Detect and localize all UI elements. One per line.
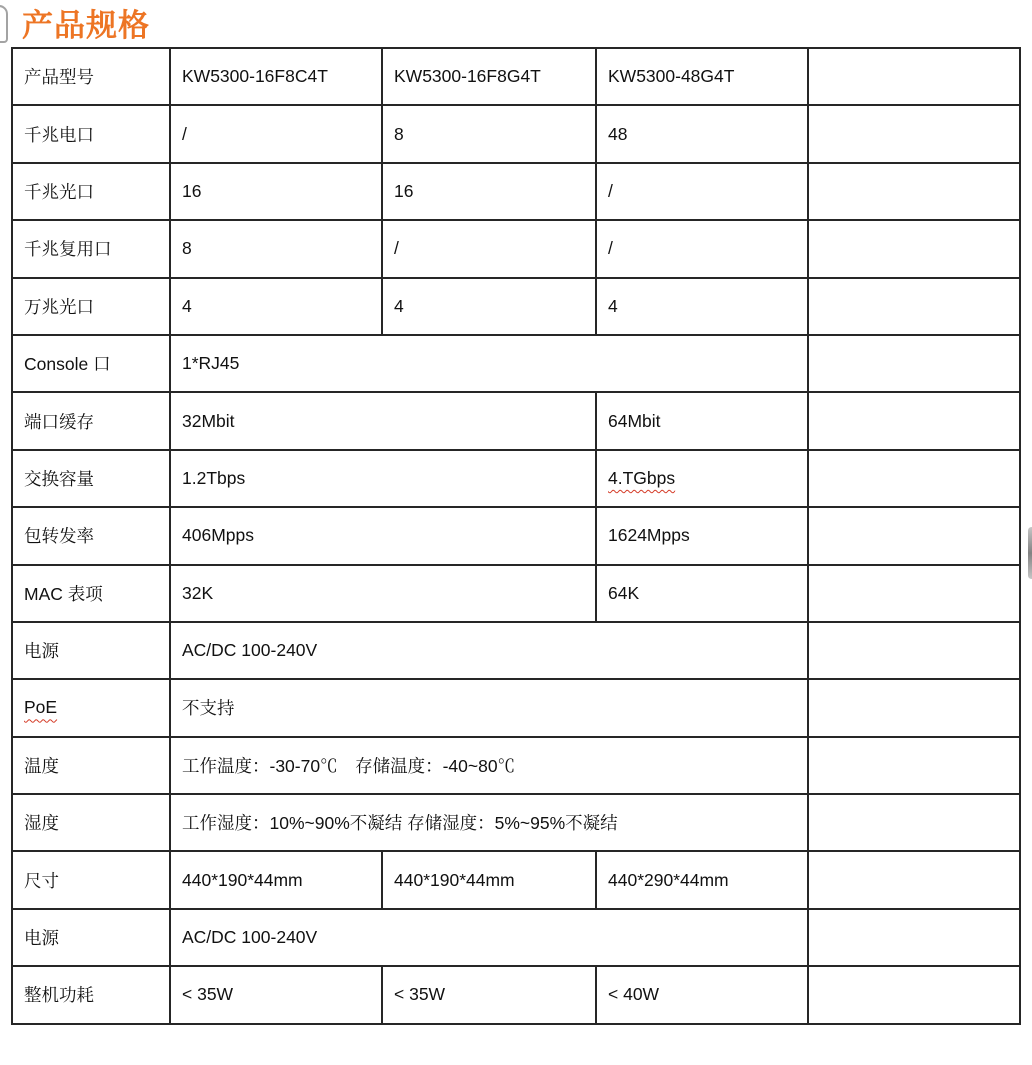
- spec-value-cell: [170, 392, 596, 449]
- cell-text: PoE: [24, 697, 58, 718]
- cell-text: 电源: [24, 928, 59, 949]
- cell-text: 包转发率: [24, 526, 94, 547]
- spec-value-cell: [170, 737, 808, 794]
- spec-value-cell: [596, 278, 808, 335]
- spec-table-body: [12, 48, 1020, 1024]
- cell-text: 交换容量: [24, 468, 94, 489]
- spec-value-cell: [170, 507, 596, 564]
- table-row: [12, 48, 1020, 105]
- cell-text: 440*290*44mm: [608, 869, 729, 890]
- empty-cell: [808, 220, 1020, 277]
- cell-text: Console 口: [24, 354, 111, 375]
- spec-value-cell: [596, 966, 808, 1023]
- spec-value-cell: [170, 220, 382, 277]
- empty-cell: [808, 794, 1020, 851]
- spec-value-cell: [170, 163, 382, 220]
- spec-value-cell: [170, 679, 808, 736]
- cell-text: 48: [608, 123, 628, 144]
- table-row: [12, 335, 1020, 392]
- spec-label-cell: [12, 565, 170, 622]
- empty-cell: [808, 909, 1020, 966]
- table-row: [12, 392, 1020, 449]
- spec-value-cell: [382, 278, 596, 335]
- spec-value-cell: [170, 278, 382, 335]
- spec-value-cell: [382, 105, 596, 162]
- spec-label-cell: [12, 737, 170, 794]
- table-row: [12, 163, 1020, 220]
- empty-cell: [808, 851, 1020, 908]
- empty-cell: [808, 679, 1020, 736]
- spec-value-cell: [382, 163, 596, 220]
- cell-text: 440*190*44mm: [394, 869, 515, 890]
- table-row: [12, 737, 1020, 794]
- spec-label-cell: [12, 966, 170, 1023]
- spec-value-cell: [596, 220, 808, 277]
- cell-text: 千兆光口: [24, 181, 94, 202]
- empty-cell: [808, 450, 1020, 507]
- spec-label-cell: [12, 278, 170, 335]
- spec-value-cell: [170, 622, 808, 679]
- table-row: [12, 966, 1020, 1023]
- spec-value-cell: [596, 105, 808, 162]
- spec-label-cell: [12, 335, 170, 392]
- spec-value-cell: [596, 507, 808, 564]
- cell-text: 湿度: [24, 813, 59, 834]
- cell-text: 温度: [24, 755, 59, 776]
- spec-value-cell: [596, 392, 808, 449]
- spec-label-cell: [12, 48, 170, 105]
- spec-value-cell: [382, 851, 596, 908]
- cell-text: 整机功耗: [24, 985, 94, 1006]
- table-row: [12, 507, 1020, 564]
- spec-label-cell: [12, 851, 170, 908]
- cell-text: 不支持: [182, 698, 235, 719]
- spec-value-cell: [596, 565, 808, 622]
- spec-label-cell: [12, 392, 170, 449]
- cell-text: 端口缓存: [24, 411, 94, 432]
- table-row: [12, 679, 1020, 736]
- empty-cell: [808, 565, 1020, 622]
- spec-value-cell: [382, 966, 596, 1023]
- spec-label-cell: [12, 794, 170, 851]
- cell-text: KW5300-16F8C4T: [182, 66, 328, 87]
- cell-text: < 35W: [182, 984, 234, 1005]
- cell-text: 千兆复用口: [24, 239, 112, 260]
- spec-value-cell: [382, 220, 596, 277]
- cell-text: 千兆电口: [24, 124, 94, 145]
- spec-label-cell: [12, 163, 170, 220]
- empty-cell: [808, 622, 1020, 679]
- spec-value-cell: [596, 450, 808, 507]
- cell-text: 尺寸: [24, 870, 59, 891]
- cell-text: KW5300-48G4T: [608, 66, 735, 87]
- spec-table: [11, 47, 1021, 1025]
- empty-cell: [808, 48, 1020, 105]
- cell-text: /: [608, 238, 613, 259]
- table-row: [12, 220, 1020, 277]
- empty-cell: [808, 278, 1020, 335]
- table-row: [12, 622, 1020, 679]
- table-row: [12, 278, 1020, 335]
- spec-value-cell: [382, 48, 596, 105]
- spec-label-cell: [12, 679, 170, 736]
- cell-text: < 40W: [608, 984, 660, 1005]
- cell-text: 4.TGbps: [608, 467, 676, 488]
- spec-value-cell: [596, 163, 808, 220]
- spec-value-cell: [170, 335, 808, 392]
- cell-text: MAC 表项: [24, 583, 103, 604]
- cell-text: 64Mbit: [608, 410, 661, 431]
- cell-text: 32Mbit: [182, 410, 235, 431]
- spec-label-cell: [12, 909, 170, 966]
- cell-text: 4: [394, 295, 404, 316]
- cell-text: /: [182, 123, 187, 144]
- table-row: [12, 909, 1020, 966]
- cell-text: 8: [182, 238, 192, 259]
- table-row: [12, 794, 1020, 851]
- cell-text: 406Mpps: [182, 525, 254, 546]
- cell-text: 工作湿度：10%~90%不凝结 存储湿度：5%~95%不凝结: [182, 813, 618, 834]
- table-row: [12, 565, 1020, 622]
- empty-cell: [808, 966, 1020, 1023]
- page-title: 产品规格: [22, 8, 150, 43]
- table-row: [12, 851, 1020, 908]
- spec-label-cell: [12, 105, 170, 162]
- spec-value-cell: [170, 450, 596, 507]
- cell-text: AC/DC 100-240V: [182, 640, 318, 661]
- cutoff-panel-corner: [0, 5, 8, 43]
- spec-label-cell: [12, 622, 170, 679]
- spec-value-cell: [596, 851, 808, 908]
- cell-text: 工作温度：-30-70℃ 存储温度：-40~80℃: [182, 755, 516, 776]
- table-row: [12, 450, 1020, 507]
- cell-text: 1.2Tbps: [182, 467, 246, 488]
- spec-value-cell: [596, 48, 808, 105]
- scrollbar-thumb[interactable]: [1028, 527, 1032, 579]
- spec-value-cell: [170, 851, 382, 908]
- cell-text: 产品型号: [24, 67, 94, 88]
- cell-text: 16: [182, 180, 202, 201]
- cell-text: 8: [394, 123, 404, 144]
- cell-text: 万兆光口: [24, 296, 94, 317]
- cell-text: 电源: [24, 641, 59, 662]
- spec-label-cell: [12, 507, 170, 564]
- cell-text: 4: [608, 295, 618, 316]
- table-row: [12, 105, 1020, 162]
- empty-cell: [808, 163, 1020, 220]
- spec-value-cell: [170, 105, 382, 162]
- cell-text: < 35W: [394, 984, 446, 1005]
- cell-text: 1624Mpps: [608, 525, 690, 546]
- spec-value-cell: [170, 48, 382, 105]
- empty-cell: [808, 335, 1020, 392]
- cell-text: AC/DC 100-240V: [182, 927, 318, 948]
- spec-value-cell: [170, 565, 596, 622]
- cell-text: 1*RJ45: [182, 353, 240, 374]
- spec-value-cell: [170, 909, 808, 966]
- empty-cell: [808, 392, 1020, 449]
- spec-value-cell: [170, 794, 808, 851]
- cell-text: 64K: [608, 582, 640, 603]
- spec-value-cell: [170, 966, 382, 1023]
- cell-text: 32K: [182, 582, 214, 603]
- spec-label-cell: [12, 450, 170, 507]
- cell-text: KW5300-16F8G4T: [394, 66, 541, 87]
- cell-text: 440*190*44mm: [182, 869, 303, 890]
- spec-label-cell: [12, 220, 170, 277]
- cell-text: /: [608, 180, 613, 201]
- cell-text: 4: [182, 295, 192, 316]
- cell-text: 16: [394, 180, 414, 201]
- cell-text: /: [394, 238, 399, 259]
- empty-cell: [808, 737, 1020, 794]
- empty-cell: [808, 507, 1020, 564]
- empty-cell: [808, 105, 1020, 162]
